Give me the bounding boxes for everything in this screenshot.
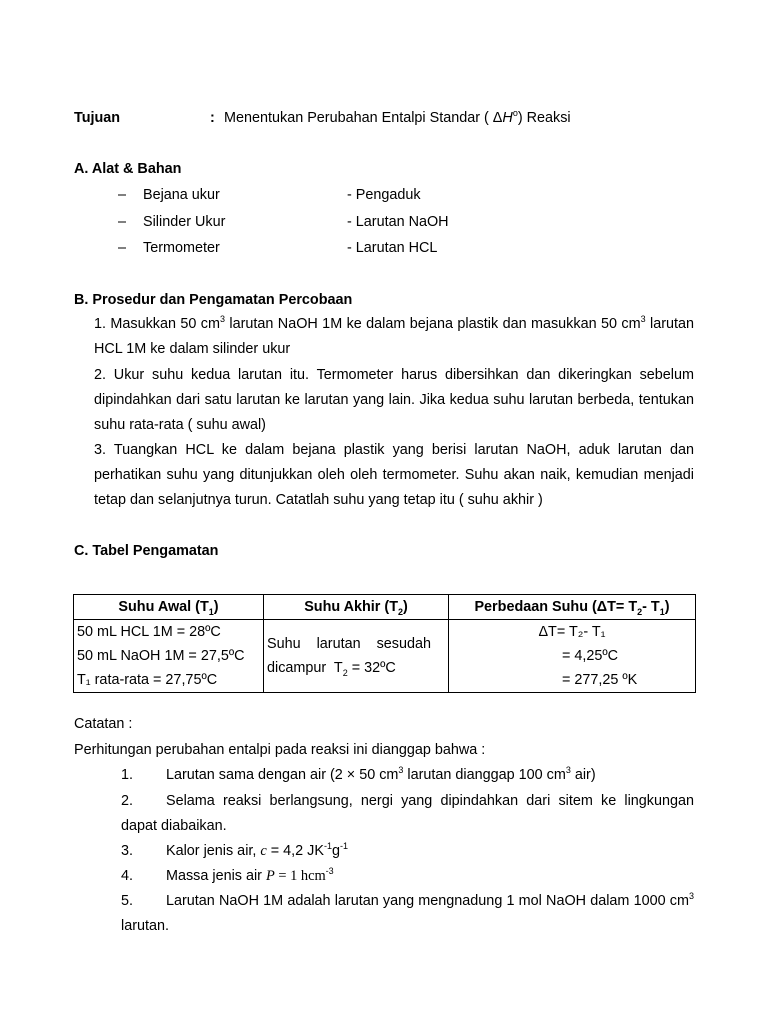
note-number: 2. (121, 793, 134, 809)
note-number: 1. (121, 767, 134, 783)
bahan-item: - Pengaduk (347, 187, 421, 203)
tujuan-label: Tujuan (74, 110, 121, 126)
section-c-title: C. Tabel Pengamatan (74, 543, 219, 559)
observation-table (73, 594, 696, 693)
alat-item: Termometer (143, 240, 220, 256)
note-number: 3. (121, 843, 134, 859)
cell-line: dicampur $T_2$ = 32ºC (267, 660, 396, 678)
table-header-row (74, 595, 696, 620)
cell-line: = 4,25ºC (562, 648, 619, 664)
header-suhu-awal: Suhu Awal $(T_1)$ (74, 595, 264, 620)
bullet: – (118, 214, 127, 230)
note-item-3: Kalor jenis air, c = 4,2 $JK^{-1}g^{-1}$ (166, 841, 349, 859)
alat-item: Silinder Ukur (143, 214, 226, 230)
note-number: 4. (121, 868, 134, 884)
catatan-title: Catatan : (74, 716, 133, 732)
note-item-5: Larutan NaOH 1M adalah larutan yang mengnadung 1 mol NaOH dalam 1000 $cm^3$ larutan. (121, 891, 694, 934)
note-item-2: Selama reaksi berlangsung, nergi yang dipindahkan dari sitem ke lingkungan dapat diabaikan. (121, 793, 694, 834)
tujuan-text: Menentukan Perubahan Entalpi Standar ( $\Delta H^o$) Reaksi (224, 108, 571, 126)
bullet: – (118, 187, 127, 203)
alat-item: Bejana ukur (143, 187, 220, 203)
cell-line: T₁ rata-rata = 27,75ºC (77, 672, 218, 688)
cell-line: ΔT= T₂- T₁ (538, 624, 606, 640)
note-number: 5. (121, 893, 134, 909)
cell-line: 50 mL HCL 1M = 28ºC (77, 624, 221, 640)
cell-perbedaan-suhu (449, 620, 696, 693)
section-b-title: B. Prosedur dan Pengamatan Percobaan (74, 292, 353, 308)
header-suhu-akhir: Suhu Akhir $(T_2)$ (264, 595, 449, 620)
bahan-item: - Larutan HCL (347, 240, 438, 256)
cell-suhu-akhir (264, 620, 449, 693)
procedure-step-2: 2. Ukur suhu kedua larutan itu. Termometer harus dibersihkan dan dikeringkan sebelum dipindahkan dari satu larutan ke larutan yang lain. Jika kedua suhu larutan berbeda, tentukan suhu rata-rata ( suhu awal) (94, 367, 694, 433)
table-row (74, 620, 696, 693)
catatan-intro: Perhitungan perubahan entalpi pada reaksi ini dianggap bahwa : (74, 742, 486, 758)
note-item-1: Larutan sama dengan air (2 × 50 $cm^3$ larutan dianggap 100 $cm^3$ air) (166, 765, 596, 783)
note-item-4: Massa jenis air P = 1 hcm$^{-3}$ (166, 866, 334, 884)
cell-line: = 277,25 ºK (562, 672, 638, 688)
section-a-title: A. Alat & Bahan (74, 161, 182, 177)
header-perbedaan-suhu: Perbedaan Suhu ($\Delta T= T_2-$ $T_1$) (449, 595, 696, 620)
procedure-step-1: 1. Masukkan 50 $cm^3$ larutan NaOH 1M ke dalam bejana plastik dan masukkan 50 $cm^3$ larutan HCL 1M ke dalam silinder ukur (94, 314, 694, 357)
cell-line: Suhu larutan sesudah (267, 636, 432, 652)
bahan-item: - Larutan NaOH (347, 214, 449, 230)
bullet: – (118, 240, 127, 256)
tujuan-colon: : (210, 110, 215, 126)
cell-line: 50 mL NaOH 1M = 27,5ºC (77, 648, 245, 664)
cell-suhu-awal (74, 620, 264, 693)
procedure-step-3: 3. Tuangkan HCL ke dalam bejana plastik yang berisi larutan NaOH, aduk larutan dan perhatikan suhu yang ditunjukkan oleh oleh termometer. Suhu akan naik, kemudian menjadi tetap dan selanjutnya turun. Catatlah suhu yang tetap itu ( suhu akhir ) (94, 442, 694, 508)
